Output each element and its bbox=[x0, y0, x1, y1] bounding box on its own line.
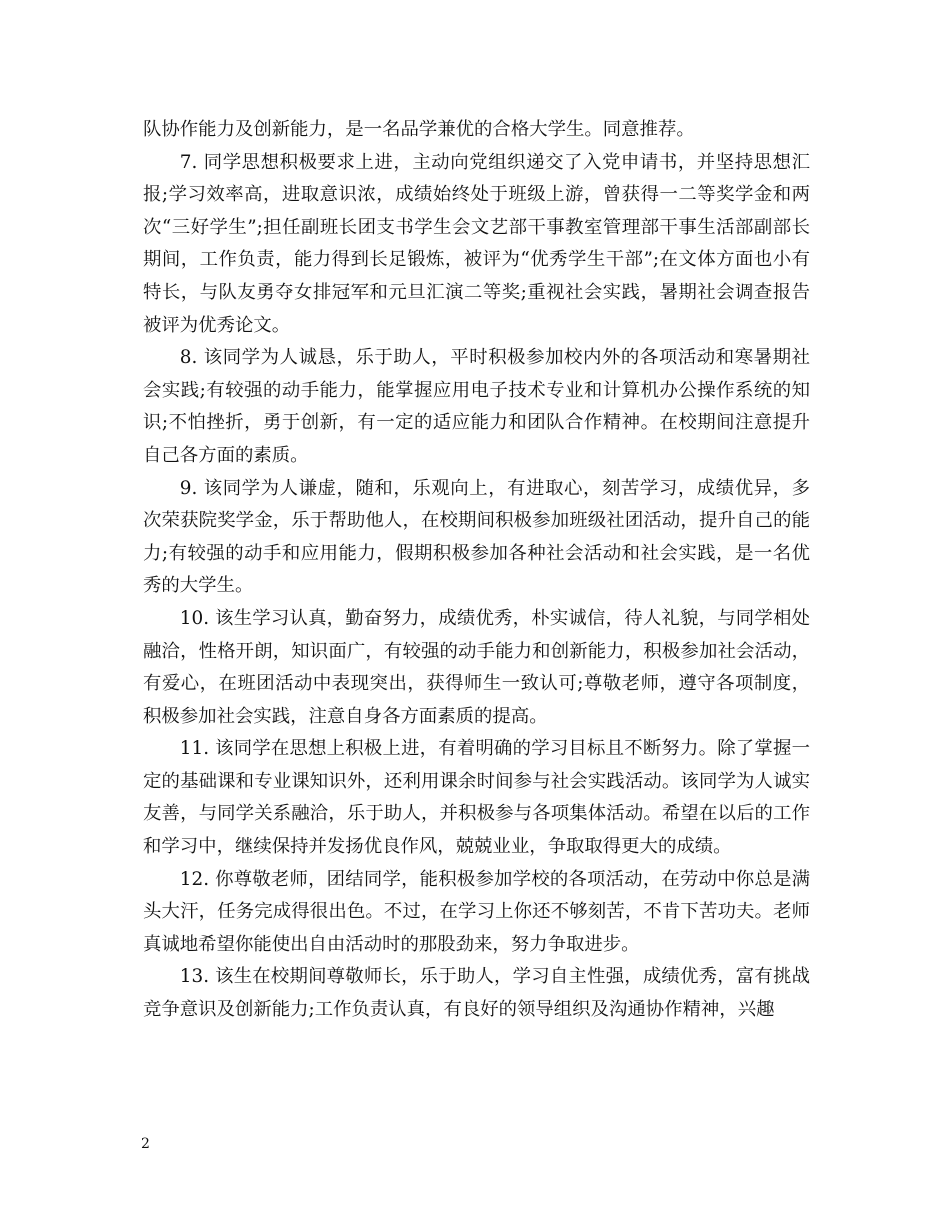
paragraph-continued: 队协作能力及创新能力，是一名品学兼优的合格大学生。同意推荐。 bbox=[143, 119, 695, 140]
paragraph-12: 12. 你尊敬老师，团结同学，能积极参加学校的各项活动，在劳动中你总是满头大汗，任务完成得很出色。不过，在学习上你还不够刻苦，不肯下苦功夫。老师真诚地希望你能使出自由活动时的那股劲来，努力争取进步。 bbox=[143, 868, 810, 955]
document-body bbox=[143, 114, 810, 1027]
paragraph-11: 11. 该同学在思想上积极上进，有着明确的学习目标且不断努力。除了掌握一定的基础课和专业课知识外，还利用课余时间参与社会实践活动。该同学为人诚实友善，与同学关系融洽，乐于助人，并积极参与各项集体活动。希望在以后的工作和学习中，继续保持并发扬优良作风，兢兢业业，争取取得更大的成绩。 bbox=[143, 738, 810, 858]
paragraph-9: 9. 该同学为人谦虚，随和，乐观向上，有进取心，刻苦学习，成绩优异，多次荣获院奖学金，乐于帮助他人，在校期间积极参加班级社团活动，提升自己的能力;有较强的动手和应用能力，假期积极参加各种社会活动和社会实践，是一名优秀的大学生。 bbox=[143, 477, 810, 597]
page-number: 2 bbox=[141, 1136, 150, 1152]
paragraph-8: 8. 该同学为人诚恳，乐于助人，平时积极参加校内外的各项活动和寒暑期社会实践;有较强的动手能力，能掌握应用电子技术专业和计算机办公操作系统的知识;不怕挫折，勇于创新，有一定的适应能力和团队合作精神。在校期间注意提升自己各方面的素质。 bbox=[143, 347, 810, 466]
paragraph-7: 7. 同学思想积极要求上进，主动向党组织递交了入党申请书，并坚持思想汇报;学习效率高，进取意识浓，成绩始终处于班级上游，曾获得一二等奖学金和两次“三好学生”;担任副班长团支书学生会文艺部干事教室管理部干事生活部副部长期间，工作负责，能力得到长足锻炼，被评为“优秀学生干部”;在文体方面也小有特长，与队友勇夺女排冠军和元旦汇演二等奖;重视社会实践，暑期社会调查报告被评为优秀论文。 bbox=[143, 151, 810, 336]
paragraph-10: 10. 该生学习认真，勤奋努力，成绩优秀，朴实诚信，待人礼貌，与同学相处融洽，性格开朗，知识面广，有较强的动手能力和创新能力，积极参加社会活动，有爱心，在班团活动中表现突出，获得师生一致认可;尊敬老师，遵守各项制度，积极参加社会实践，注意自身各方面素质的提高。 bbox=[143, 607, 810, 727]
paragraph-13: 13. 该生在校期间尊敬师长，乐于助人，学习自主性强，成绩优秀，富有挑战竞争意识及创新能力;工作负责认真，有良好的领导组织及沟通协作精神，兴趣 bbox=[143, 966, 810, 1021]
